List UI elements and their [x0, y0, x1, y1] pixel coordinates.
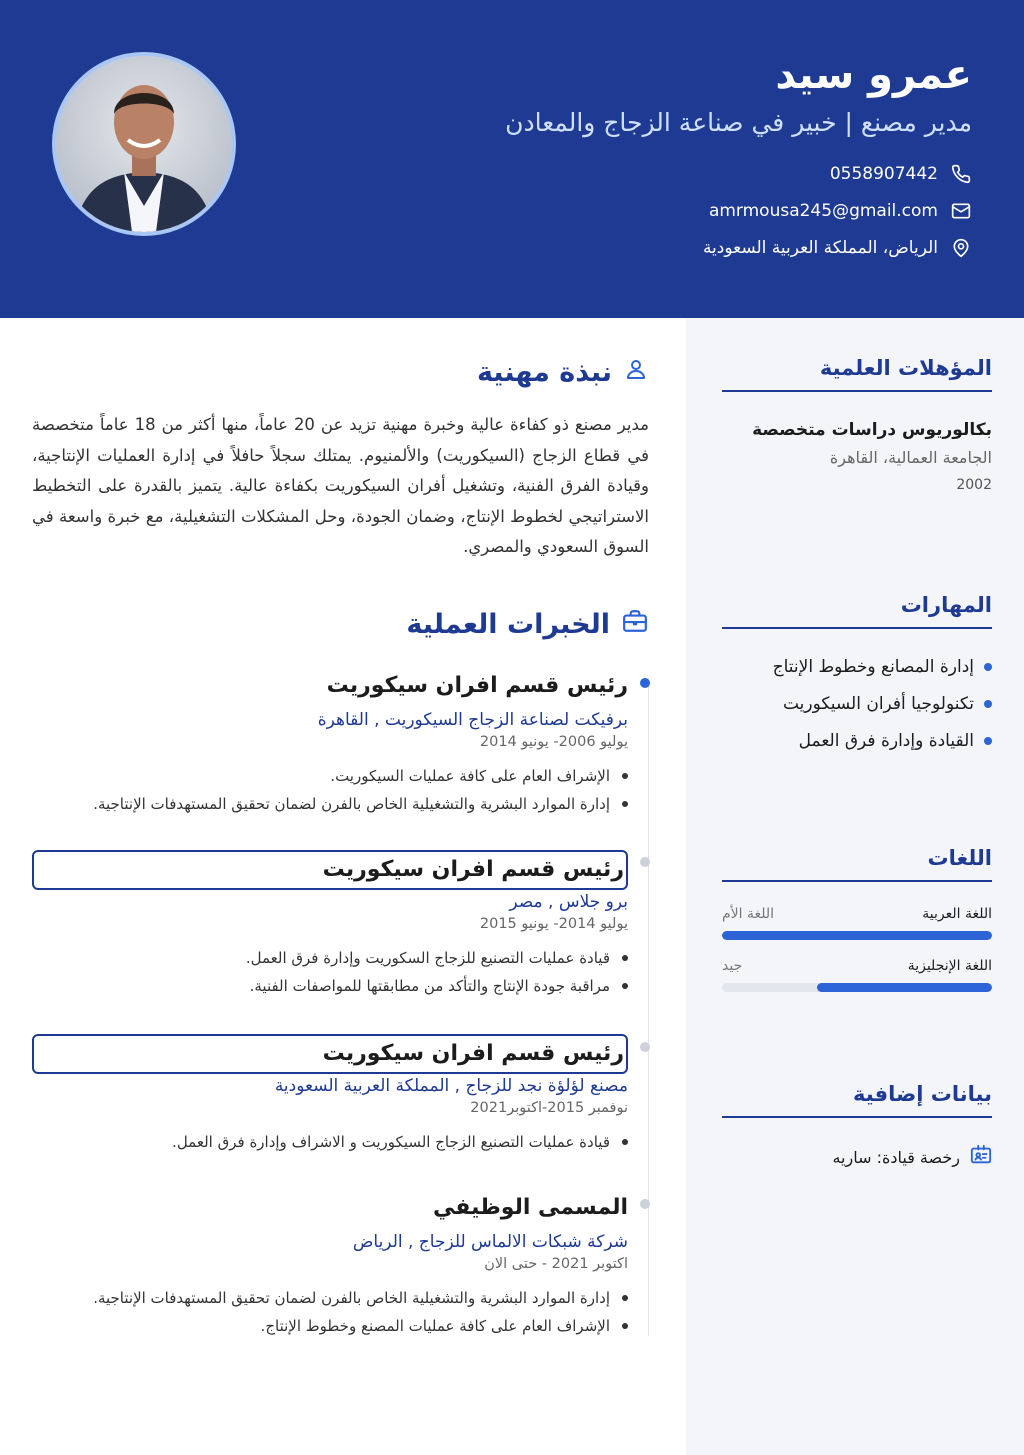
summary-text: مدير مصنع ذو كفاءة عالية وخبرة مهنية تزيد عن 20 عاماً، منها أكثر من 18 عاماً متخصصة في قطاع الزجاج (السيكوريت) والألمنيوم. يمتلك سجلاً حافلاً في إدارة العمليات الإنتاجية، وقيادة الفرق الفنية، وتشغيل أفران السيكوريت بكفاءة عالية. يتميز بالقدرة على التخطيط الاستراتيجي لخطوط الإنتاج، وضمان الجودة، وحل المشكلات التشغيلية، مع خبرة واسعة في السوق السعودي والمصري.: [32, 415, 649, 556]
timeline-dot: [640, 678, 650, 688]
list-item: القيادة وإدارة فرق العمل: [722, 722, 992, 759]
job-company: مصنع لؤلؤة نجد للزجاج , المملكة العربية السعودية: [274, 1076, 628, 1096]
job-bullets: [32, 1128, 628, 1156]
timeline-dot: [640, 1042, 650, 1052]
bullet-dot-icon: [622, 955, 628, 961]
list-item: مراقبة جودة الإنتاج والتأكد من مطابقتها للمواصفات الفنية.: [32, 972, 628, 1000]
bullet-dot-icon: [622, 1323, 628, 1329]
language-level: جيد: [722, 958, 743, 974]
briefcase-icon: [622, 608, 648, 641]
bullet-dot-icon: [622, 1295, 628, 1301]
email-text: amrmousa245@gmail.com: [708, 201, 938, 221]
job-title: رئيس قسم افران سيكوريت: [326, 673, 628, 698]
driving-license: [722, 1144, 992, 1170]
bullet-dot-icon: [622, 801, 628, 807]
languages-heading: اللغات: [722, 846, 992, 882]
contact-location: [703, 237, 972, 259]
university: الجامعة العمالية، القاهرة: [829, 448, 992, 467]
language-arabic: [722, 906, 992, 940]
id-card-icon: [970, 1144, 992, 1170]
job-title[interactable]: رئيس قسم افران سيكوريت: [32, 1034, 628, 1074]
location-text: الرياض، المملكة العربية السعودية: [702, 238, 938, 258]
job-entry: [32, 1190, 628, 1340]
skills-list: [722, 648, 992, 759]
job-dates: يوليو 2014- يونيو 2015: [479, 916, 628, 932]
phone-icon: [950, 163, 972, 185]
job-company: شركة شبكات الالماس للزجاج , الرياض: [352, 1232, 628, 1252]
language-english: [722, 958, 992, 992]
bullet-dot-icon: [622, 983, 628, 989]
job-title: المسمى الوظيفي: [433, 1195, 628, 1220]
mail-icon: [950, 200, 972, 222]
list-item: الإشراف العام على كافة عمليات السيكوريت.: [32, 762, 628, 790]
list-item: إدارة المصانع وخطوط الإنتاج: [722, 648, 992, 685]
list-item: تكنولوجيا أفران السيكوريت: [722, 685, 992, 722]
header: [0, 0, 1024, 318]
list-item: إدارة الموارد البشرية والتشغيلية الخاص بالفرن لضمان تحقيق المستهدفات الإنتاجية.: [32, 1284, 628, 1312]
job-bullets: [32, 762, 628, 818]
contact-phone[interactable]: [830, 163, 972, 185]
language-name: اللغة العربية: [922, 906, 992, 922]
job-company: برو جلاس , مصر: [509, 892, 628, 912]
experience-heading: الخبرات العملية: [406, 608, 648, 641]
avatar-portrait: [56, 56, 232, 232]
job-entry: [32, 1034, 628, 1156]
skills-heading: المهارات: [722, 593, 992, 629]
avatar: [52, 52, 236, 236]
timeline-dot: [640, 857, 650, 867]
language-bar: [722, 931, 992, 940]
list-item: قيادة عمليات التصنيع الزجاج السيكوريت و الاشراف وإدارة فرق العمل.: [32, 1128, 628, 1156]
graduation-year: 2002: [956, 477, 992, 493]
job-dates: نوفمبر 2015-اكتوبر2021: [470, 1100, 628, 1116]
map-pin-icon: [950, 237, 972, 259]
language-bar-fill: [722, 931, 992, 940]
job-bullets: [32, 1284, 628, 1340]
summary-heading: نبذة مهنية: [477, 356, 648, 389]
bullet-dot-icon: [984, 663, 992, 671]
candidate-title: مدير مصنع | خبير في صناعة الزجاج والمعادن: [505, 108, 972, 137]
list-item: قيادة عمليات التصنيع للزجاج السكوريت وإدارة فرق العمل.: [32, 944, 628, 972]
bullet-dot-icon: [984, 737, 992, 745]
language-level: اللغة الأم: [722, 906, 775, 922]
education-heading: المؤهلات العلمية: [722, 356, 992, 392]
candidate-name: عمرو سيد: [775, 52, 972, 98]
bullet-dot-icon: [984, 700, 992, 708]
timeline-dot: [640, 1199, 650, 1209]
language-name: اللغة الإنجليزية: [907, 958, 992, 974]
education-entry: [722, 420, 992, 493]
language-bar: [722, 983, 992, 992]
job-bullets: [32, 944, 628, 1000]
list-item: إدارة الموارد البشرية والتشغيلية الخاص بالفرن لضمان تحقيق المستهدفات الإنتاجية.: [32, 790, 628, 818]
job-dates: اكتوبر 2021 - حتى الان: [484, 1256, 628, 1272]
language-bar-fill: [817, 983, 993, 992]
degree: بكالوريوس دراسات متخصصة: [752, 420, 992, 440]
user-icon: [624, 356, 648, 389]
job-title[interactable]: رئيس قسم افران سيكوريت: [32, 850, 628, 890]
license-text: رخصة قيادة: ساريه: [832, 1147, 960, 1167]
list-item: الإشراف العام على كافة عمليات المصنع وخطوط الإنتاج.: [32, 1312, 628, 1340]
contact-email[interactable]: [709, 200, 972, 222]
job-company: برفيكت لصناعة الزجاج السيكوريت , القاهرة: [317, 710, 628, 730]
extra-heading: بيانات إضافية: [722, 1082, 992, 1118]
job-entry: [32, 850, 628, 1000]
job-entry: [32, 668, 628, 818]
timeline-line: [648, 678, 649, 1336]
job-dates: يوليو 2006- يونيو 2014: [479, 734, 628, 750]
bullet-dot-icon: [622, 1139, 628, 1145]
bullet-dot-icon: [622, 773, 628, 779]
phone-text: 0558907442: [829, 164, 938, 184]
sidebar: [686, 318, 1024, 1455]
